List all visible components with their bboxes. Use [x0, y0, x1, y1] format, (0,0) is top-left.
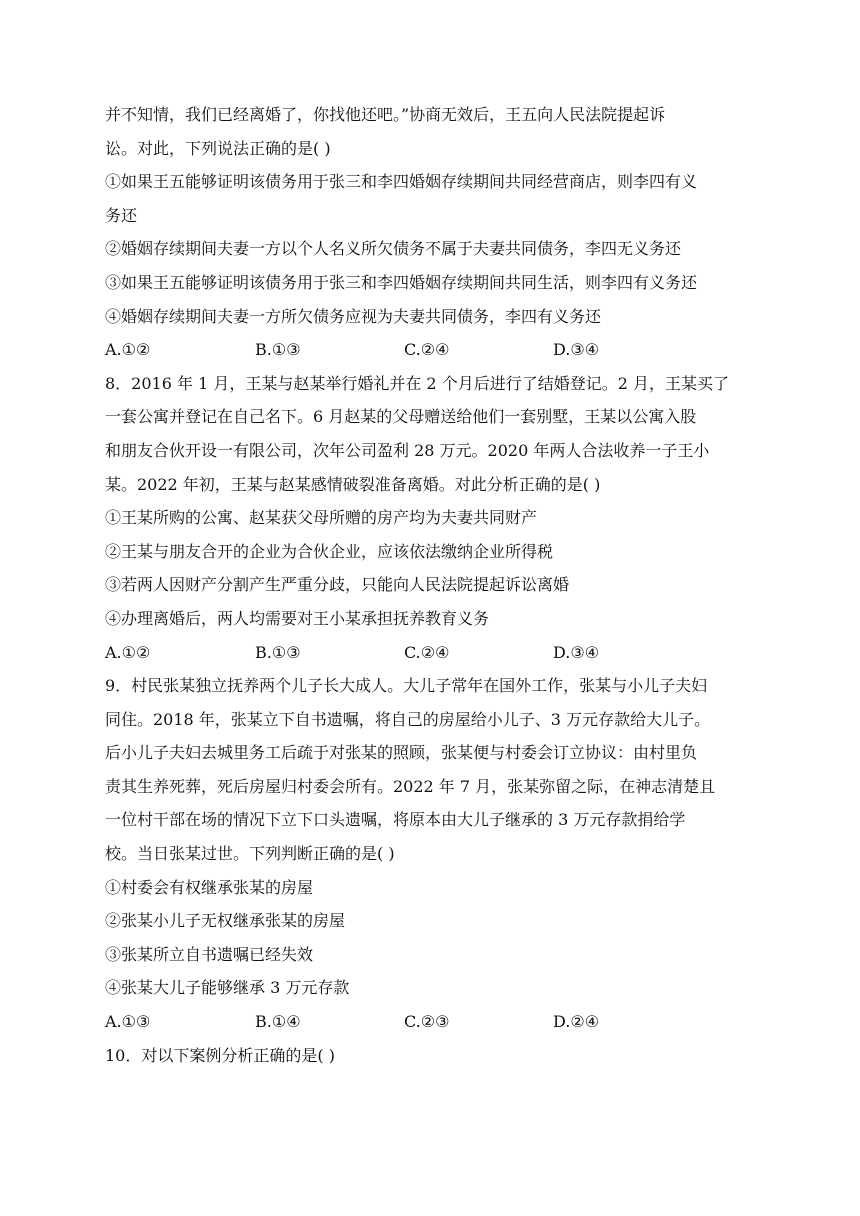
- question-stem: 10．对以下案例分析正确的是( ): [105, 1045, 335, 1065]
- option-d: D.②④: [553, 1012, 600, 1032]
- option-d: D.③④: [553, 642, 600, 662]
- text-line: 讼。对此，下列说法正确的是( ): [105, 138, 331, 158]
- statement-2: ②婚姻存续期间夫妻一方以个人名义所欠债务不属于夫妻共同债务，李四无义务还: [105, 239, 682, 259]
- question-stem: 校。当日张某过世。下列判断正确的是( ): [105, 844, 395, 864]
- statement-3: ③张某所立自书遗嘱已经失效: [105, 944, 314, 964]
- statement-1: ①村委会有权继承张某的房屋: [105, 877, 314, 897]
- statement-1: ①如果王五能够证明该债务用于张三和李四婚姻存续期间共同经营商店，则李四有义: [105, 172, 698, 192]
- question-stem: 9．村民张某独立抚养两个儿子长大成人。大儿子常年在国外工作，张某与小儿子夫妇: [105, 676, 708, 696]
- option-b: B.①③: [255, 340, 301, 360]
- statement-4: ④婚姻存续期间夫妻一方所欠债务应视为夫妻共同债务，李四有义务还: [105, 306, 602, 326]
- question-9: [105, 669, 765, 1039]
- answer-options: [105, 333, 765, 367]
- answer-options: [105, 636, 765, 670]
- statement-1: ①王某所购的公寓、赵某获父母所赠的房产均为夫妻共同财产: [105, 508, 538, 528]
- text-line: 务还: [105, 205, 138, 225]
- statement-3: ③若两人因财产分割产生严重分歧，只能向人民法院提起诉讼离婚: [105, 575, 570, 595]
- question-stem: 某。2022 年初，王某与赵某感情破裂准备离婚。对此分析正确的是( ): [105, 474, 601, 494]
- option-c: C.②③: [404, 1012, 450, 1032]
- option-b: B.①③: [255, 642, 301, 662]
- option-a: A.①②: [105, 340, 151, 360]
- question-8: [105, 367, 765, 669]
- question-stem: 一位村干部在场的情况下立下口头遗嘱，将原本由大儿子继承的 3 万元存款捐给学: [105, 810, 686, 830]
- option-b: B.①④: [255, 1012, 301, 1032]
- question-7-continued: [105, 98, 765, 367]
- option-c: C.②④: [404, 642, 450, 662]
- statement-4: ④张某大儿子能够继承 3 万元存款: [105, 978, 350, 998]
- option-a: A.①②: [105, 642, 151, 662]
- question-stem: 8．2016 年 1 月，王某与赵某举行婚礼并在 2 个月后进行了结婚登记。2 月，王某买了: [105, 373, 729, 393]
- statement-4: ④办理离婚后，两人均需要对王小某承担抚养教育义务: [105, 608, 490, 628]
- option-d: D.③④: [553, 340, 600, 360]
- question-stem: 和朋友合伙开设一有限公司，次年公司盈利 28 万元。2020 年两人合法收养一子王小: [105, 440, 710, 460]
- question-stem: 后小儿子夫妇去城里务工后疏于对张某的照顾，张某便与村委会订立协议：由村里负: [105, 743, 698, 763]
- statement-2: ②王某与朋友合开的企业为合伙企业，应该依法缴纳企业所得税: [105, 541, 554, 561]
- question-stem: 同住。2018 年，张某立下自书遗嘱，将自己的房屋给小儿子、3 万元存款给大儿子。: [105, 709, 711, 729]
- statement-2: ②张某小儿子无权继承张某的房屋: [105, 911, 346, 931]
- question-content: [105, 98, 765, 1072]
- text-line: 并不知情，我们已经离婚了，你找他还吧。”协商无效后，王五向人民法院提起诉: [105, 105, 666, 124]
- question-stem: 责其生养死葬，死后房屋归村委会所有。2022 年 7 月，张某弥留之际，在神志清楚且: [105, 776, 716, 796]
- option-c: C.②④: [404, 340, 450, 360]
- option-a: A.①③: [105, 1012, 151, 1032]
- question-stem: 一套公寓并登记在自己名下。6 月赵某的父母赠送给他们一套别墅，王某以公寓入股: [105, 407, 697, 427]
- statement-3: ③如果王五能够证明该债务用于张三和李四婚姻存续期间共同生活，则李四有义务还: [105, 272, 698, 292]
- question-10: [105, 1039, 765, 1073]
- answer-options: [105, 1005, 765, 1039]
